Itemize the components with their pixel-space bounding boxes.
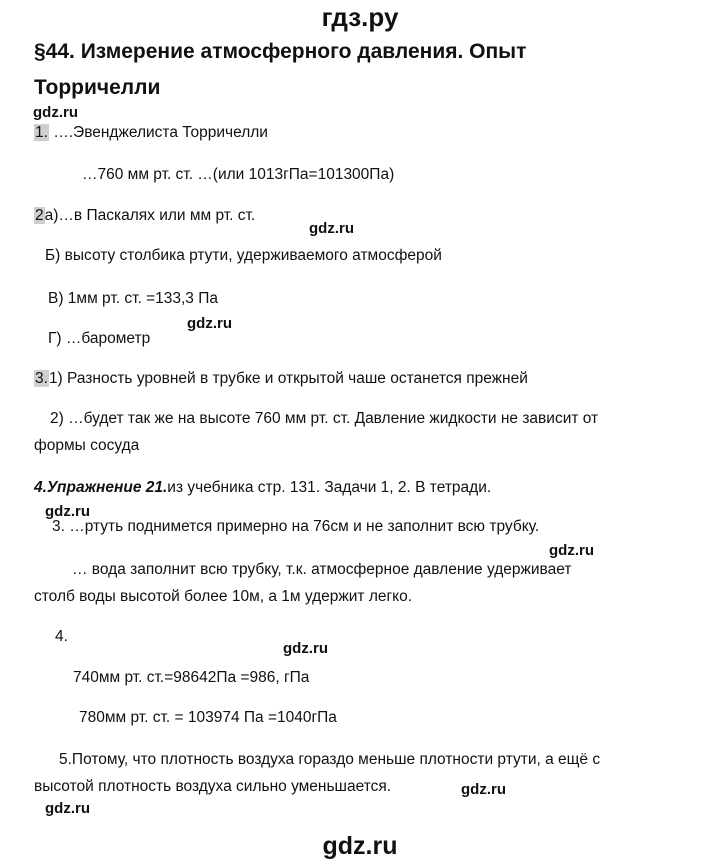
exercise-label: 4.Упражнение 21. bbox=[34, 479, 168, 496]
exercise-3: 3. …ртуть поднимется примерно на 76см и не заполнит всю трубку. bbox=[52, 518, 540, 535]
answer-text: ….Эвенджелиста Торричелли bbox=[48, 124, 268, 141]
page-title-line1: §44. Измерение атмосферного давления. Опыт bbox=[34, 40, 527, 63]
exercise-4-a: 740мм рт. ст.=98642Па =986, гПа bbox=[73, 669, 310, 686]
exercise-4: 4. bbox=[55, 628, 68, 645]
answer-number: 3. bbox=[35, 370, 48, 387]
site-header: гдз.ру bbox=[321, 2, 399, 32]
watermark: gdz.ru bbox=[309, 220, 354, 237]
watermark: gdz.ru bbox=[187, 315, 232, 332]
watermark: gdz.ru bbox=[461, 781, 506, 798]
exercise-4-b: 780мм рт. ст. = 103974 Па =1040гПа bbox=[79, 709, 337, 726]
watermark: gdz.ru bbox=[33, 104, 78, 121]
answer-text: а)…в Паскалях или мм рт. ст. bbox=[44, 207, 256, 224]
answer-1 bbox=[34, 124, 268, 142]
exercise-text: из учебника стр. 131. Задачи 1, 2. В тетради. bbox=[167, 479, 492, 496]
answer-1-b: …760 мм рт. ст. …(или 1013гПа=101300Па) bbox=[82, 166, 395, 183]
page-title-line2: Торричелли bbox=[34, 76, 161, 99]
exercise-5-cont: высотой плотность воздуха сильно уменьшается. bbox=[34, 778, 392, 795]
exercise-3-b-cont: столб воды высотой более 10м, а 1м удержит легко. bbox=[34, 588, 413, 605]
answer-number: 2 bbox=[35, 207, 44, 224]
watermark: gdz.ru bbox=[283, 640, 328, 657]
watermark: gdz.ru bbox=[549, 542, 594, 559]
answer-2 bbox=[34, 207, 255, 225]
answer-number: 1. bbox=[35, 124, 48, 141]
answer-text: 1) Разность уровней в трубке и открытой чаше останется прежней bbox=[48, 370, 528, 387]
answer-2-d: Г) …барометр bbox=[48, 330, 151, 347]
answer-3-2-cont: формы сосуда bbox=[34, 437, 140, 454]
answer-3-2: 2) …будет так же на высоте 760 мм рт. ст. Давление жидкости не зависит от bbox=[50, 410, 599, 427]
watermark: gdz.ru bbox=[45, 503, 90, 520]
answer-3 bbox=[34, 370, 528, 388]
exercise-3-b: … вода заполнит всю трубку, т.к. атмосферное давление удерживает bbox=[72, 561, 572, 578]
answer-2-b: Б) высоту столбика ртути, удерживаемого атмосферой bbox=[45, 247, 442, 264]
answer-2-c: В) 1мм рт. ст. =133,3 Па bbox=[48, 290, 218, 307]
site-footer: gdz.ru bbox=[322, 832, 398, 860]
exercise-5: 5.Потому, что плотность воздуха гораздо меньше плотности ртути, а ещё с bbox=[59, 751, 601, 768]
answer-4 bbox=[34, 479, 491, 497]
watermark: gdz.ru bbox=[45, 800, 90, 817]
